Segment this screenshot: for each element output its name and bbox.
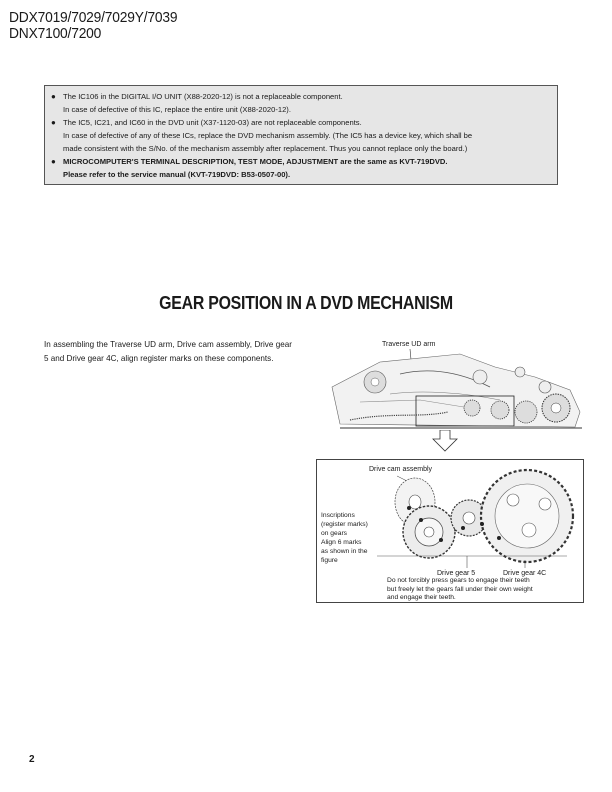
inscriptions-line: as shown in the	[321, 548, 368, 555]
note-text: MICROCOMPUTER'S TERMINAL DESCRIPTION, TEST MODE, ADJUSTMENT are the same as KVT-719DVD.	[63, 157, 448, 166]
drive-cam-assembly-label: Drive cam assembly	[369, 466, 433, 473]
gear-detail-figure	[316, 459, 584, 603]
inscriptions-line: Inscriptions	[321, 512, 355, 519]
note-text: In case of defective of any of these ICs, replace the DVD mechanism assembly. (The IC5 has a device key, which shall be	[63, 131, 473, 140]
notes-box	[44, 85, 558, 185]
caution-line: Do not forcibly press gears to engage their teeth	[387, 577, 530, 584]
drive-gear-4c-label: Drive gear 4C	[503, 570, 547, 577]
intro-paragraph: In assembling the Traverse UD arm, Drive cam assembly, Drive gear 5 and Drive gear 4C, align register marks on these components.	[44, 340, 292, 363]
model-number-line2: DNX7100/7200	[9, 25, 102, 42]
note-text: made consistent with the S/No. of the mechanism assembly after replacement. Thus you cannot replace only the board.)	[63, 144, 468, 153]
note-text: The IC106 in the DIGITAL I/O UNIT (X88-2020-12) is not a replaceable component.	[63, 92, 343, 101]
bullet-icon: ●	[51, 157, 56, 166]
bullet-icon: ●	[51, 92, 56, 101]
model-number-line1: DDX7019/7029/7029Y/7039	[9, 9, 178, 26]
bullet-icon: ●	[51, 118, 56, 127]
caution-note	[387, 577, 533, 603]
note-line	[51, 129, 551, 142]
note-text: Please refer to the service manual (KVT-719DVD: B53-0507-00).	[63, 170, 291, 179]
arrow-down-icon	[432, 430, 458, 452]
drive-gear-5-label: Drive gear 5	[437, 570, 476, 577]
page-number: 2	[29, 754, 35, 765]
inscriptions-line: (register marks)	[321, 521, 368, 528]
note-line	[51, 116, 551, 129]
note-text: The IC5, IC21, and IC60 in the DVD unit (X37-1120-03) are not replaceable components.	[63, 118, 362, 127]
section-title: GEAR POSITION IN A DVD MECHANISM	[159, 292, 453, 313]
note-line	[51, 90, 551, 103]
note-line	[51, 103, 551, 116]
caution-line: and engage their teeth.	[387, 594, 456, 601]
inscriptions-line: on gears	[321, 530, 348, 537]
mechanism-overview-figure	[320, 332, 588, 452]
traverse-ud-arm-label: Traverse UD arm	[382, 341, 436, 348]
note-text: In case of defective of this IC, replace the entire unit (X88-2020-12).	[63, 105, 291, 114]
caution-line: but freely let the gears fall under their own weight	[387, 585, 533, 593]
note-line	[51, 142, 551, 155]
note-line	[51, 168, 551, 181]
note-line	[51, 155, 551, 168]
inscriptions-line: figure	[321, 557, 338, 564]
inscriptions-line: Align 6 marks	[321, 539, 362, 546]
